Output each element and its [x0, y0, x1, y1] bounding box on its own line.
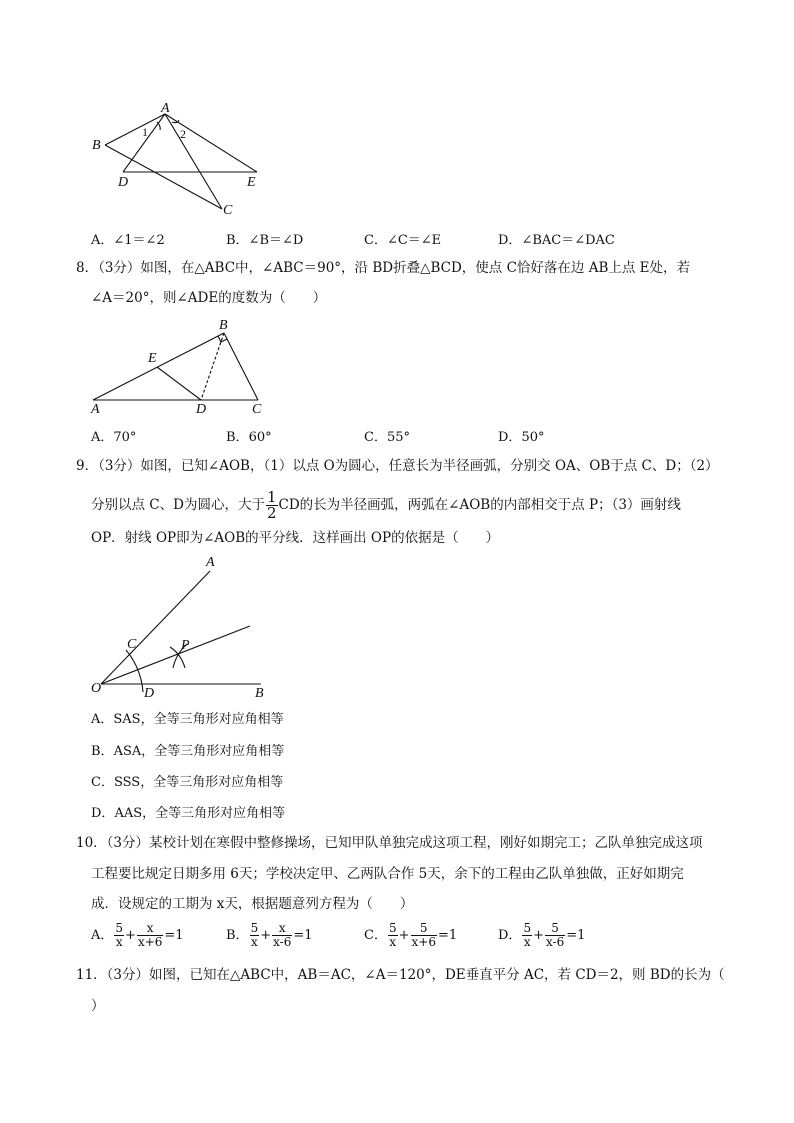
q9-stem-line2: 分别以点 C、D为圆心，大于 $\frac{1}{2}$ CD的长为半径画弧，两弧在∠AOB的内部相交于点 P；（3）画射线	[91, 488, 681, 522]
q7-line-ae	[165, 114, 257, 172]
q8-label-e: E	[148, 351, 157, 366]
q8-figure	[85, 316, 275, 416]
q9-stem-line1: 9．（3分）如图，已知∠AOB，（1）以点 O为圆心，任意长为半径画弧，分别交 OA、OB于点 C、D；（2）	[76, 458, 719, 474]
q7-line-ac	[165, 114, 222, 209]
q9-fraction: $\frac{1}{2}$	[266, 488, 277, 522]
q8-line-bc	[224, 333, 258, 400]
q11-stem-line1: 11．（3分）如图，已知在△ABC中，AB＝AC，∠A＝120°，DE垂直平分 AC，若 CD＝2，则 BD的长为（	[76, 967, 725, 983]
q10-option-a: A． $\frac{5}{x}$ + $\frac{x}{x+6}$ =1	[91, 921, 184, 949]
q7-label-1: 1	[142, 125, 148, 139]
q7-label-b: B	[92, 138, 101, 153]
q8-line-ed	[157, 367, 201, 400]
q8-label-a: A	[91, 402, 100, 417]
q9-label-c: C	[127, 637, 137, 652]
q10-option-c: C． $\frac{5}{x}$ + $\frac{5}{x+6}$ =1	[364, 921, 458, 949]
q8-stem-line2: ∠A＝20°，则∠ADE的度数为（ ）	[91, 290, 327, 306]
q7-angle1-arc	[157, 122, 160, 130]
q10-stem-line1: 10．（3分）某校计划在寒假中整修操场，已知甲队单独完成这项工程，刚好如期完工；乙队单独完成这项	[76, 835, 703, 851]
q8-option-a: A．70°	[91, 430, 137, 445]
q8-option-c: C．55°	[364, 430, 410, 445]
q8-label-b: B	[219, 318, 228, 333]
q9-label-b: B	[255, 686, 264, 701]
q8-label-d: D	[196, 402, 207, 417]
q7-label-a: A	[161, 101, 170, 116]
q7-label-d: D	[118, 175, 129, 190]
q9-ray-oa	[101, 571, 210, 684]
q7-label-e: E	[247, 175, 256, 190]
q9-figure	[85, 550, 285, 700]
q9-label-p: P	[181, 638, 190, 653]
q11-stem-line2: ）	[91, 998, 105, 1014]
q8-stem-line1: 8．（3分）如图，在△ABC中，∠ABC＝90°，沿 BD折叠△BCD，使点 C恰好落在边 AB上点 E处，若	[76, 260, 691, 276]
q9-label-o: O	[91, 681, 102, 696]
q9-option-a: A．SAS，全等三角形对应角相等	[91, 712, 284, 727]
q9-ray-op	[101, 626, 250, 684]
q7-label-2: 2	[180, 127, 186, 141]
q7-line-ad	[123, 114, 165, 172]
q7-option-b: B．∠B＝∠D	[226, 233, 304, 248]
q10-stem-line3: 成．设规定的工期为 x天，根据题意列方程为（ ）	[91, 896, 414, 912]
q10-option-b: B． $\frac{5}{x}$ + $\frac{x}{x-6}$ =1	[226, 921, 313, 949]
q9-option-b: B．ASA，全等三角形对应角相等	[91, 744, 285, 759]
q7-figure	[80, 100, 280, 220]
q7-option-d: D．∠BAC＝∠DAC	[498, 233, 615, 248]
q9-stem-line3: OP．射线 OP即为∠AOB的平分线．这样画出 OP的依据是（ ）	[91, 530, 500, 546]
q9-label-a: A	[206, 555, 215, 570]
q7-option-a: A．∠1＝∠2	[91, 233, 165, 248]
q9-label-d: D	[144, 686, 155, 701]
q8-option-b: B．60°	[226, 430, 272, 445]
q9-option-c: C．SSS，全等三角形对应角相等	[91, 775, 284, 790]
q8-label-c: C	[252, 402, 262, 417]
q7-option-c: C．∠C＝∠E	[364, 233, 442, 248]
q7-line-ab	[105, 114, 165, 145]
q8-option-d: D．50°	[498, 430, 545, 445]
q7-label-c: C	[223, 203, 233, 218]
q10-option-d: D． $\frac{5}{x}$ + $\frac{5}{x-6}$ =1	[498, 921, 586, 949]
q10-stem-line2: 工程要比规定日期多用 6天；学校决定甲、乙两队合作 5天，余下的工程由乙队单独做，正好如期完	[91, 866, 684, 882]
q9-option-d: D．AAS，全等三角形对应角相等	[91, 806, 286, 821]
